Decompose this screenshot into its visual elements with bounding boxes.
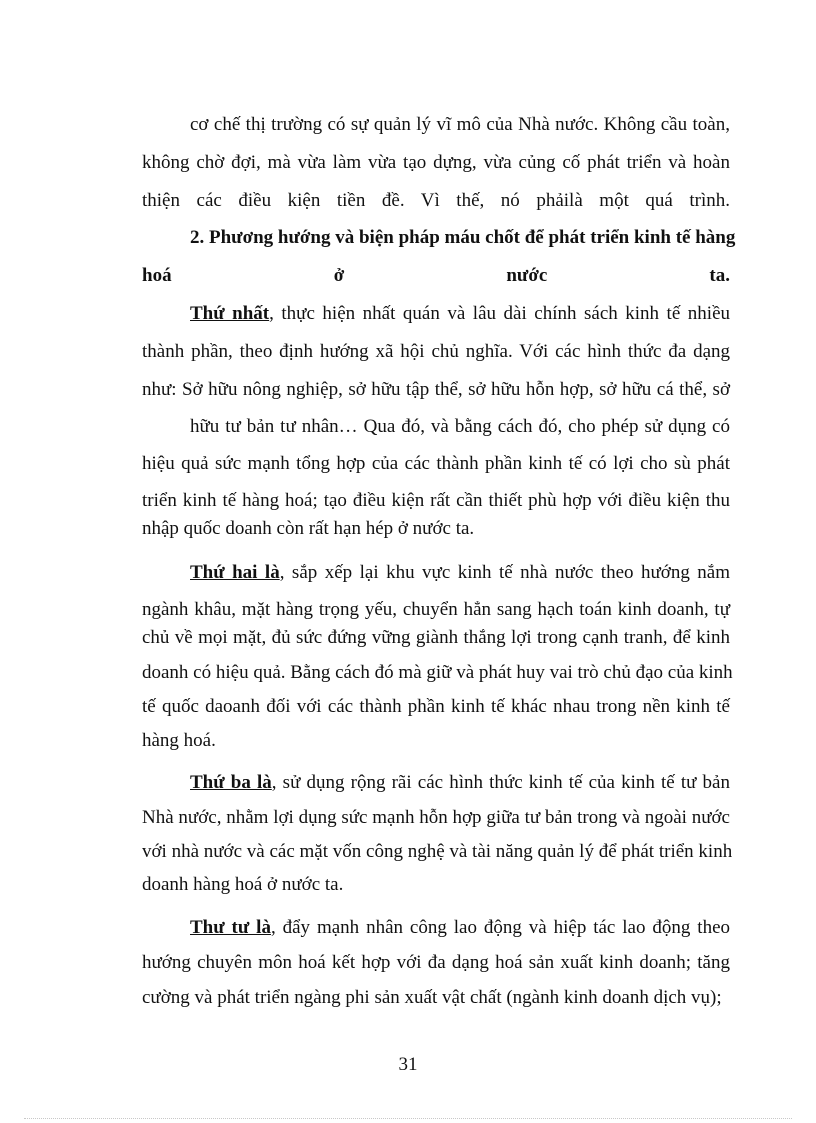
text-line: Thứ hai là, sắp xếp lại khu vực kinh tế nhà nước theo hướng nắm bbox=[190, 562, 730, 583]
text-line: Nhà nước, nhằm lợi dụng sức mạnh hỗn hợp giữa tư bản trong và ngoài nước bbox=[142, 807, 730, 828]
text-line: không chờ đợi, mà vừa làm vừa tạo dựng, vừa củng cố phát triển và hoàn bbox=[142, 152, 730, 173]
text-line: triển kinh tế hàng hoá; tạo điều kiện rất cần thiết phù hợp với điều kiện thu bbox=[142, 490, 730, 511]
text-line: doanh có hiệu quả. Bằng cách đó mà giữ và phát huy vai trò chủ đạo của kinh bbox=[142, 662, 733, 683]
paragraph-lead: Thư tư là bbox=[190, 917, 271, 938]
text-line: tế quốc daoanh đối với các thành phần kinh tế khác nhau trong nền kinh tế bbox=[142, 696, 730, 717]
text-line: nhập quốc doanh còn rất hạn hép ở nước ta. bbox=[142, 518, 475, 539]
text-line: hiệu quả sức mạnh tổng hợp của các thành phần kinh tế có lợi cho sù phát bbox=[142, 453, 730, 474]
text-line: thiện các điều kiện tiền đề. Vì thế, nó phảilà một quá trình. bbox=[142, 190, 730, 211]
text-line: doanh hàng hoá ở nước ta. bbox=[142, 874, 344, 895]
page-number: 31 bbox=[398, 1054, 418, 1075]
section-heading: hoá ở nước ta. bbox=[142, 265, 730, 286]
page-edge-divider bbox=[24, 1118, 792, 1119]
text-line: hữu tư bản tư nhân… Qua đó, và bằng cách đó, cho phép sử dụng có bbox=[190, 416, 730, 437]
text-line: Thứ ba là, sử dụng rộng rãi các hình thức kinh tế của kinh tế tư bản bbox=[190, 772, 730, 793]
text-line: như: Sở hữu nông nghiệp, sở hữu tập thể, sở hữu hỗn hợp, sở hữu cá thể, sở bbox=[142, 379, 730, 400]
text-line: thành phần, theo định hướng xã hội chủ nghĩa. Với các hình thức đa dạng bbox=[142, 341, 730, 362]
text-line: hàng hoá. bbox=[142, 730, 216, 751]
paragraph-lead: Thứ hai là bbox=[190, 562, 280, 583]
text-line: Thứ nhất, thực hiện nhất quán và lâu dài chính sách kinh tế nhiều bbox=[190, 303, 731, 324]
paragraph-lead: Thứ nhất bbox=[190, 303, 270, 324]
text-line: cơ chế thị trường có sự quản lý vĩ mô của Nhà nước. Không cầu toàn, bbox=[190, 114, 730, 135]
text-line: chủ về mọi mặt, đủ sức đứng vững giành thắng lợi trong cạnh tranh, để kinh bbox=[142, 627, 730, 648]
text-line: ngành khâu, mặt hàng trọng yếu, chuyển hẳn sang hạch toán kinh doanh, tự bbox=[142, 599, 730, 620]
text-line: cường và phát triển ngàng phi sản xuất vật chất (ngành kinh doanh dịch vụ); bbox=[142, 987, 722, 1008]
text-line: Thư tư là, đẩy mạnh nhân công lao động và hiệp tác lao động theo bbox=[190, 917, 731, 938]
section-heading: 2. Phương hướng và biện pháp máu chốt để phát triển kinh tế hàng bbox=[190, 227, 736, 248]
paragraph-lead: Thứ ba là bbox=[190, 772, 272, 793]
text-line: hướng chuyên môn hoá kết hợp với đa dạng hoá sản xuất kinh doanh; tăng bbox=[142, 952, 730, 973]
text-line: với nhà nước và các mặt vốn công nghệ và tài năng quản lý để phát triển kinh bbox=[142, 841, 733, 862]
